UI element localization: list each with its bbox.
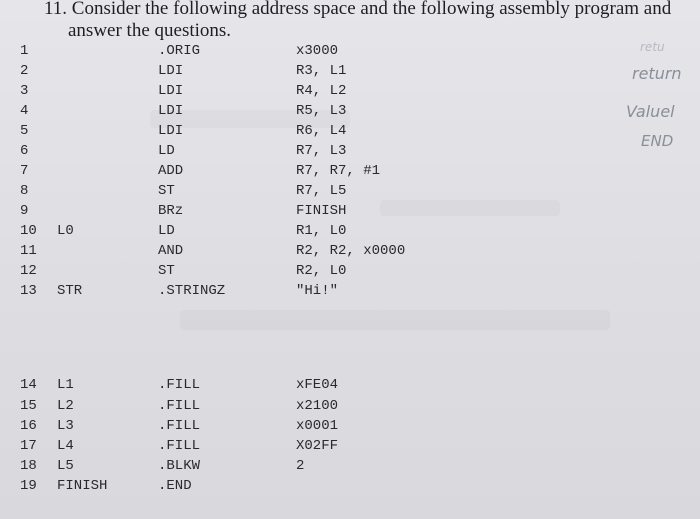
line-number: 10 (20, 223, 37, 239)
opcode: .BLKW (158, 458, 201, 474)
operands: R4, L2 (296, 83, 347, 99)
handwritten-note: return (632, 64, 682, 83)
opcode: LDI (158, 103, 184, 119)
operands: R5, L3 (296, 103, 347, 119)
opcode: .END (158, 478, 192, 494)
opcode: .FILL (158, 418, 201, 434)
program-line (0, 261, 460, 281)
program-line (0, 221, 460, 241)
line-label: L2 (57, 398, 74, 414)
line-label: L5 (57, 458, 74, 474)
program-line (0, 121, 460, 141)
line-number: 2 (20, 63, 29, 79)
program-line (0, 181, 460, 201)
opcode: ST (158, 183, 175, 199)
line-number: 13 (20, 283, 37, 299)
opcode: .FILL (158, 438, 201, 454)
line-number: 12 (20, 263, 37, 279)
line-number: 19 (20, 478, 37, 494)
line-number: 16 (20, 418, 37, 434)
operands: 2 (296, 458, 305, 474)
line-number: 8 (20, 183, 29, 199)
line-label: STR (57, 283, 83, 299)
line-number: 4 (20, 103, 29, 119)
operands: R7, L3 (296, 143, 347, 159)
opcode: LD (158, 143, 175, 159)
opcode: ST (158, 263, 175, 279)
opcode: AND (158, 243, 184, 259)
program-line (0, 436, 460, 456)
operands: R6, L4 (296, 123, 347, 139)
handwritten-note: END (641, 132, 674, 150)
opcode: LD (158, 223, 175, 239)
question-number: 11. (44, 0, 68, 19)
program-line (0, 375, 460, 395)
program-line (0, 201, 460, 221)
question-line-1: Consider the following address space and the following assembly program and (71, 0, 672, 19)
opcode: ADD (158, 163, 184, 179)
opcode: LDI (158, 83, 184, 99)
program-line (0, 241, 460, 261)
program-line (0, 161, 460, 181)
program-line (0, 61, 460, 81)
line-label: FINISH (57, 478, 108, 494)
operands: R2, L0 (296, 263, 347, 279)
line-label: L0 (57, 223, 74, 239)
program-line (0, 101, 460, 121)
program-line (0, 396, 460, 416)
bleed-through-shadow (180, 310, 610, 330)
opcode: .STRINGZ (158, 283, 226, 299)
question-line-2: answer the questions. (68, 20, 232, 41)
handwritten-note: Valuel (626, 102, 675, 121)
operands: R1, L0 (296, 223, 347, 239)
opcode: .ORIG (158, 43, 201, 59)
operands: R2, R2, x0000 (296, 243, 406, 259)
operands: R7, L5 (296, 183, 347, 199)
operands: "Hi!" (296, 283, 339, 299)
line-label: L4 (57, 438, 74, 454)
operands: X02FF (296, 438, 339, 454)
program-line (0, 476, 460, 496)
line-number: 5 (20, 123, 29, 139)
line-number: 18 (20, 458, 37, 474)
opcode: LDI (158, 123, 184, 139)
operands: x3000 (296, 43, 339, 59)
line-number: 15 (20, 398, 37, 414)
operands: x0001 (296, 418, 339, 434)
operands: xFE04 (296, 377, 339, 393)
handwritten-note: retu (640, 40, 665, 54)
opcode: BRz (158, 203, 184, 219)
program-line (0, 81, 460, 101)
line-label: L3 (57, 418, 74, 434)
program-line (0, 416, 460, 436)
operands: R3, L1 (296, 63, 347, 79)
line-number: 7 (20, 163, 29, 179)
program-line (0, 281, 460, 301)
line-number: 14 (20, 377, 37, 393)
line-number: 6 (20, 143, 29, 159)
line-number: 17 (20, 438, 37, 454)
line-label: L1 (57, 377, 74, 393)
line-number: 11 (20, 243, 37, 259)
program-line (0, 41, 460, 61)
operands: x2100 (296, 398, 339, 414)
program-line (0, 456, 460, 476)
line-number: 3 (20, 83, 29, 99)
operands: FINISH (296, 203, 347, 219)
question-text (44, 0, 694, 42)
opcode: .FILL (158, 398, 201, 414)
line-number: 1 (20, 43, 29, 59)
operands: R7, R7, #1 (296, 163, 381, 179)
line-number: 9 (20, 203, 29, 219)
program-line (0, 141, 460, 161)
opcode: LDI (158, 63, 184, 79)
opcode: .FILL (158, 377, 201, 393)
